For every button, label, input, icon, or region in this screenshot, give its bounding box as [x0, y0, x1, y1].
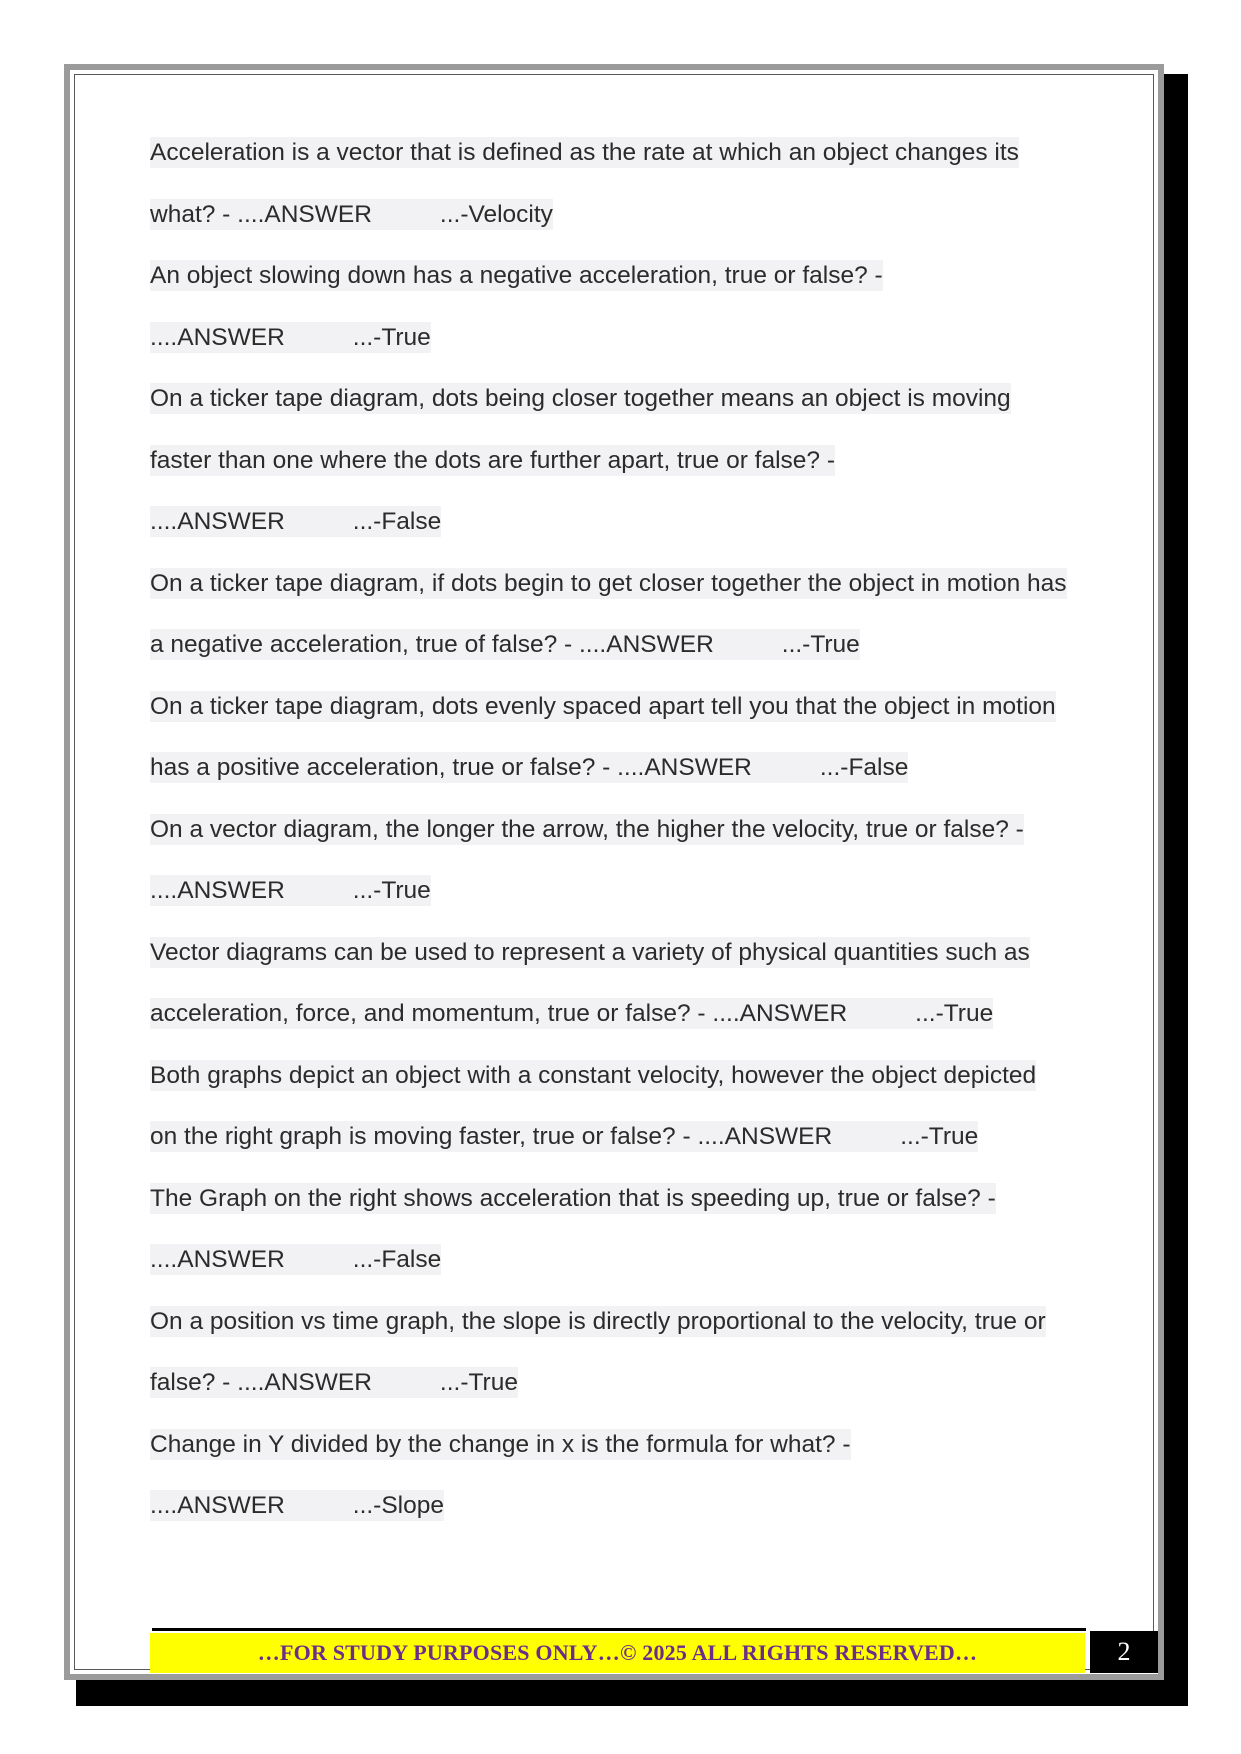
text-line	[150, 1430, 1090, 1492]
text-line	[150, 446, 1090, 508]
answer-line	[150, 200, 1090, 262]
answer-line	[150, 999, 1090, 1061]
answer-value: ...-True	[915, 1000, 994, 1027]
answer-line	[150, 630, 1090, 692]
line-text: On a ticker tape diagram, dots evenly spaced apart tell you that the object in motion	[150, 692, 1056, 720]
answer-highlight	[150, 1490, 444, 1521]
footer-divider	[152, 1628, 1086, 1631]
answer-line	[150, 876, 1090, 938]
answer-value: ...-Slope	[352, 1492, 445, 1519]
answer-value: ...-Velocity	[439, 200, 553, 228]
text-line	[150, 384, 1090, 446]
text-line	[150, 1184, 1090, 1246]
page-number-box	[1090, 1631, 1158, 1673]
answer-highlight	[150, 629, 860, 660]
line-text: faster than one where the dots are further apart, true or false? -	[150, 446, 836, 474]
text-line	[150, 692, 1090, 754]
answer-value: ...-False	[352, 1246, 442, 1273]
answer-line	[150, 1245, 1090, 1307]
answer-value: ...-False	[819, 754, 909, 781]
text-line	[150, 938, 1090, 1000]
answer-prefix: ....ANSWER	[150, 508, 285, 535]
answer-highlight	[150, 506, 441, 537]
answer-value: ...-True	[352, 323, 431, 351]
text-line	[150, 1061, 1090, 1123]
footer-banner	[150, 1633, 1085, 1673]
text-line	[150, 569, 1090, 631]
answer-prefix: ....ANSWER	[150, 1492, 285, 1519]
answer-value: ...-True	[352, 877, 431, 904]
answer-prefix: what? - ....ANSWER	[150, 200, 372, 228]
text-line	[150, 138, 1090, 200]
line-text: An object slowing down has a negative acceleration, true or false? -	[150, 262, 883, 289]
answer-prefix: on the right graph is moving faster, true or false? - ....ANSWER	[150, 1123, 833, 1150]
answer-value: ...-False	[352, 508, 442, 535]
answer-highlight	[150, 199, 553, 230]
answer-highlight	[150, 1367, 518, 1398]
answer-prefix: ....ANSWER	[150, 1246, 285, 1273]
line-text: Acceleration is a vector that is defined as the rate at which an object changes its	[150, 139, 1019, 166]
line-text: Both graphs depict an object with a constant velocity, however the object depicted	[150, 1061, 1037, 1089]
answer-line	[150, 1491, 1090, 1553]
answer-highlight	[150, 875, 431, 906]
answer-prefix: ....ANSWER	[150, 877, 285, 904]
answer-prefix: a negative acceleration, true of false? - ....ANSWER	[150, 631, 714, 658]
answer-value: ...-True	[439, 1369, 518, 1396]
line-text: On a ticker tape diagram, dots being closer together means an object is moving	[150, 385, 1011, 412]
answer-prefix: ....ANSWER	[150, 323, 285, 351]
answer-line	[150, 1368, 1090, 1430]
answer-line	[150, 323, 1090, 385]
answer-prefix: has a positive acceleration, true or false? - ....ANSWER	[150, 754, 752, 781]
qa-content	[150, 138, 1090, 1553]
answer-highlight	[150, 322, 431, 353]
line-text: On a vector diagram, the longer the arrow, the higher the velocity, true or false? -	[150, 815, 1024, 843]
answer-line	[150, 753, 1090, 815]
answer-highlight	[150, 1121, 978, 1152]
answer-line	[150, 1122, 1090, 1184]
text-line	[150, 815, 1090, 877]
line-text: Change in Y divided by the change in x is the formula for what? -	[150, 1430, 851, 1458]
answer-highlight	[150, 752, 908, 783]
answer-highlight	[150, 998, 993, 1029]
text-line	[150, 261, 1090, 323]
answer-prefix: false? - ....ANSWER	[150, 1369, 372, 1396]
line-text: The Graph on the right shows acceleration that is speeding up, true or false? -	[150, 1184, 996, 1212]
line-text: Vector diagrams can be used to represent a variety of physical quantities such as	[150, 938, 1030, 966]
line-text: On a ticker tape diagram, if dots begin to get closer together the object in motion has	[150, 569, 1067, 597]
answer-line	[150, 507, 1090, 569]
footer-copyright-text: …FOR STUDY PURPOSES ONLY…© 2025 ALL RIGHTS RESERVED…	[257, 1640, 978, 1665]
page-number: 2	[1117, 1637, 1131, 1666]
answer-value: ...-True	[900, 1123, 979, 1150]
answer-highlight	[150, 1244, 441, 1275]
answer-prefix: acceleration, force, and momentum, true or false? - ....ANSWER	[150, 1000, 848, 1027]
line-text: On a position vs time graph, the slope is directly proportional to the velocity, true or	[150, 1307, 1046, 1335]
answer-value: ...-True	[781, 631, 860, 658]
text-line	[150, 1307, 1090, 1369]
